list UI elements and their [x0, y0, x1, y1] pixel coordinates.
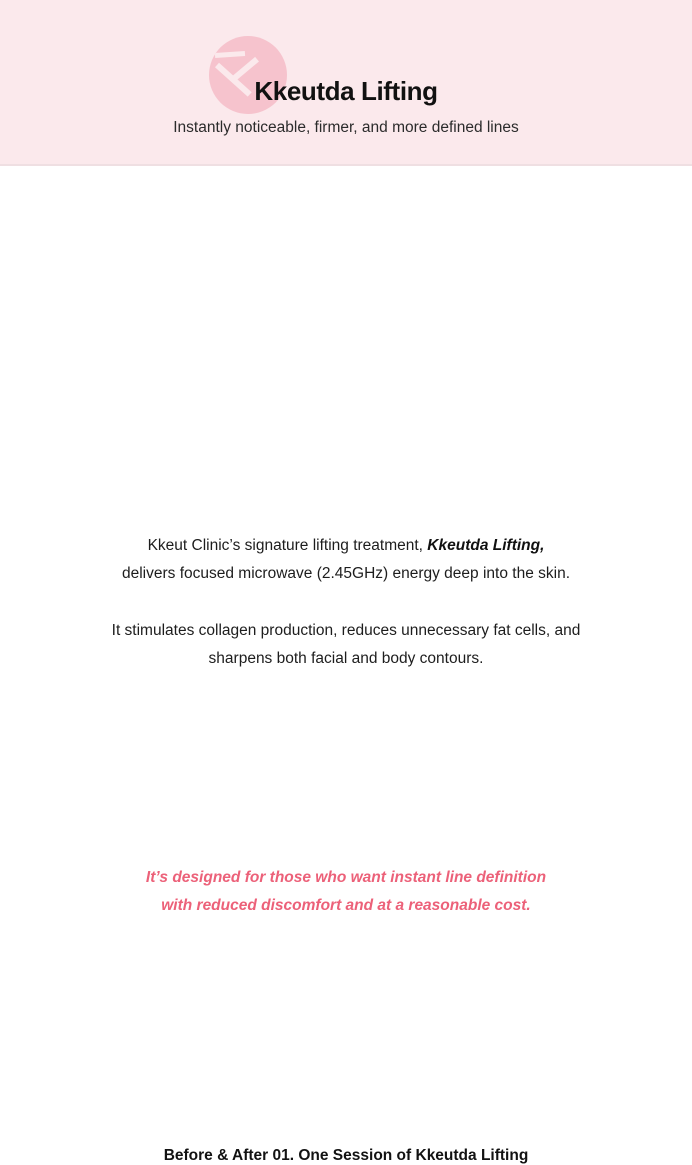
before-after-caption: Before & After 01. One Session of Kkeutda Lifting — [163, 1147, 529, 1164]
hero-banner — [0, 0, 692, 166]
highlight-callout — [0, 864, 692, 920]
intro-line-1-prefix: Kkeut Clinic’s signature lifting treatment, — [147, 537, 428, 554]
benefits-line-2: sharpens both facial and body contours. — [208, 650, 484, 667]
benefits-paragraph — [0, 617, 692, 673]
hero-divider — [0, 164, 692, 166]
highlight-line-1: It’s designed for those who want instant line definition — [145, 869, 547, 886]
intro-paragraph — [0, 532, 692, 588]
intro-line-1-emphasis: Kkeutda Lifting, — [427, 537, 545, 554]
benefits-line-1: It stimulates collagen production, reduces unnecessary fat cells, and — [111, 622, 581, 639]
highlight-line-2: with reduced discomfort and at a reasonable cost. — [161, 897, 531, 914]
page-title: Kkeutda Lifting — [254, 76, 438, 106]
page-subtitle: Instantly noticeable, firmer, and more defined lines — [173, 119, 519, 136]
intro-line-2: delivers focused microwave (2.45GHz) energy deep into the skin. — [122, 565, 570, 582]
